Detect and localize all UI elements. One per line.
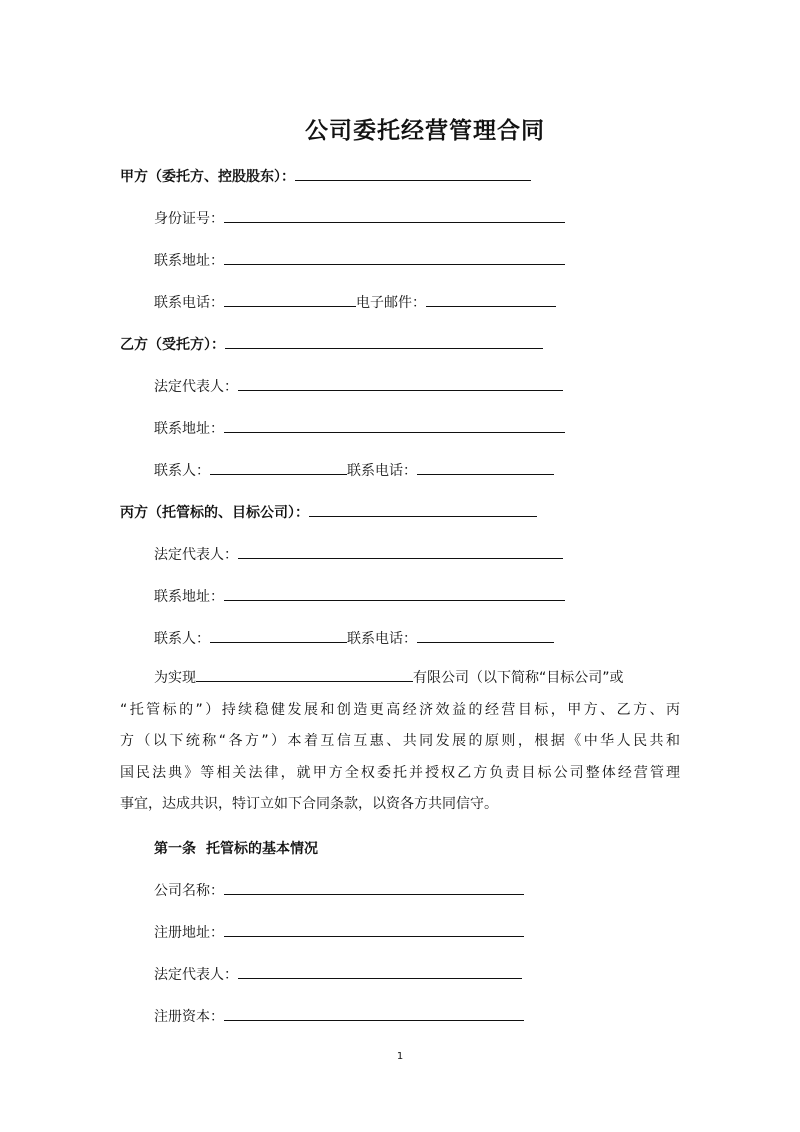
reg-capital-blank[interactable] bbox=[224, 1005, 524, 1021]
reg-address-label: 注册地址： bbox=[154, 925, 224, 941]
party-a-address-blank[interactable] bbox=[224, 249, 565, 265]
party-c-phone-label: 联系电话： bbox=[347, 631, 417, 647]
article-1-heading bbox=[154, 838, 318, 858]
preamble-suffix: 有限公司（以下简称“目标公司”或 bbox=[413, 670, 624, 686]
party-a-phone-label: 联系电话： bbox=[154, 295, 224, 311]
article-1-title: 托管标的基本情况 bbox=[206, 841, 318, 857]
party-a-email-blank[interactable] bbox=[426, 291, 556, 307]
party-a-email-label: 电子邮件： bbox=[356, 295, 426, 311]
article-1-number: 第一条 bbox=[154, 841, 196, 857]
document-title: 公司委托经营管理合同 bbox=[305, 118, 545, 144]
party-a-id-label: 身份证号： bbox=[154, 211, 224, 227]
party-c-rep-label: 法定代表人： bbox=[154, 547, 238, 563]
party-b-address-label: 联系地址： bbox=[154, 421, 224, 437]
party-a-address-line bbox=[154, 249, 565, 271]
party-b-address-blank[interactable] bbox=[224, 417, 565, 433]
article-1-rep-blank[interactable] bbox=[238, 963, 522, 979]
party-b-address-line bbox=[154, 417, 565, 439]
company-name-blank[interactable] bbox=[224, 879, 524, 895]
party-c-label: 丙方（托管标的、目标公司）： bbox=[120, 505, 309, 521]
party-b-contact-line bbox=[154, 459, 554, 481]
party-c-contact-blank[interactable] bbox=[210, 627, 347, 643]
party-b-contact-label: 联系人： bbox=[154, 463, 210, 479]
party-c-address-line bbox=[154, 585, 565, 607]
reg-address-blank[interactable] bbox=[224, 921, 524, 937]
reg-address-line bbox=[154, 921, 524, 943]
preamble-paragraph bbox=[120, 663, 680, 821]
party-c-name-blank[interactable] bbox=[309, 501, 537, 517]
party-c-line bbox=[120, 501, 537, 523]
reg-capital-label: 注册资本： bbox=[154, 1009, 224, 1025]
preamble-line-2: “托管标的”）持续稳健发展和创造更高经济效益的经营目标，甲方、乙方、丙 bbox=[120, 701, 680, 718]
party-a-phone-line bbox=[154, 291, 556, 313]
party-c-rep-line bbox=[154, 543, 563, 565]
company-name-line bbox=[154, 879, 524, 901]
party-a-line bbox=[120, 165, 531, 187]
party-a-label: 甲方（委托方、控股股东）： bbox=[120, 169, 295, 185]
article-1-rep-line bbox=[154, 963, 522, 985]
party-c-address-label: 联系地址： bbox=[154, 589, 224, 605]
company-name-label: 公司名称： bbox=[154, 883, 224, 899]
party-a-id-line bbox=[154, 207, 565, 229]
reg-capital-line bbox=[154, 1005, 524, 1027]
page-number: 1 bbox=[396, 1051, 404, 1062]
party-a-id-blank[interactable] bbox=[224, 207, 565, 223]
party-a-address-label: 联系地址： bbox=[154, 253, 224, 269]
party-b-phone-blank[interactable] bbox=[417, 459, 554, 475]
preamble-line-5: 事宜，达成共识，特订立如下合同条款，以资各方共同信守。 bbox=[120, 796, 498, 812]
party-c-contact-label: 联系人： bbox=[154, 631, 210, 647]
preamble-prefix: 为实现 bbox=[154, 670, 196, 686]
preamble-line-3: 方（以下统称“各方”）本着互信互惠、共同发展的原则，根据《中华人民共和 bbox=[120, 733, 680, 749]
party-a-name-blank[interactable] bbox=[295, 165, 531, 181]
article-1-rep-label: 法定代表人： bbox=[154, 967, 238, 983]
preamble-line-1 bbox=[120, 663, 680, 695]
party-b-contact-blank[interactable] bbox=[210, 459, 347, 475]
party-c-contact-line bbox=[154, 627, 554, 649]
party-b-line bbox=[120, 333, 543, 355]
preamble-line-4: 国民法典》等相关法律，就甲方全权委托并授权乙方负责目标公司整体经营管理 bbox=[120, 764, 680, 781]
party-b-rep-blank[interactable] bbox=[238, 375, 563, 391]
target-company-blank[interactable] bbox=[196, 666, 413, 682]
party-a-phone-blank[interactable] bbox=[224, 291, 356, 307]
party-c-rep-blank[interactable] bbox=[238, 543, 563, 559]
party-b-phone-label: 联系电话： bbox=[347, 463, 417, 479]
party-b-name-blank[interactable] bbox=[225, 333, 543, 349]
party-b-label: 乙方（受托方）： bbox=[120, 337, 225, 353]
party-b-rep-line bbox=[154, 375, 563, 397]
party-c-phone-blank[interactable] bbox=[417, 627, 554, 643]
party-b-rep-label: 法定代表人： bbox=[154, 379, 238, 395]
party-c-address-blank[interactable] bbox=[224, 585, 565, 601]
